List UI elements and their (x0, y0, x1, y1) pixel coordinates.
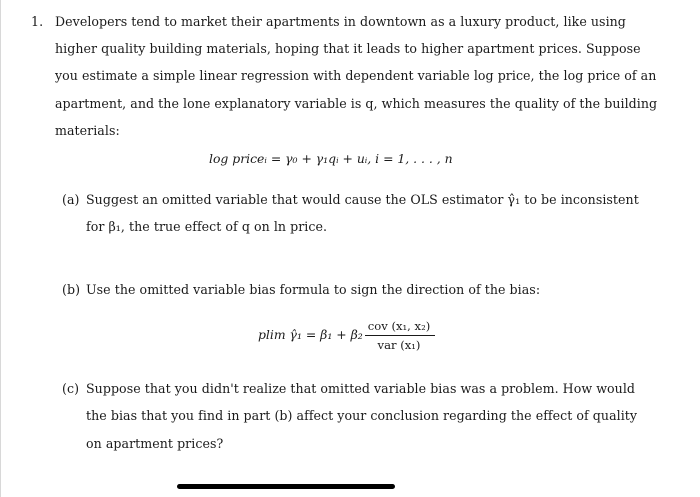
part-b-label: (b) (62, 282, 81, 297)
ovb-formula-numerator: cov (x₁, x₂) (367, 319, 431, 333)
ovb-formula-denominator: var (x₁) (377, 338, 421, 352)
ovb-formula-lhs: plim γ̂₁ = β₁ + β₂ (258, 327, 363, 342)
part-c-line-2: the bias that you find in part (b) affect your conclusion regarding the effect of quality (86, 408, 638, 423)
intro-line-5: materials: (55, 123, 120, 138)
part-a-line-2: for β₁, the true effect of q on ln price. (86, 219, 328, 234)
intro-line-4: apartment, and the lone explanatory variable is q, which measures the quality of the building (55, 96, 658, 111)
fraction-bar (365, 335, 435, 336)
question-number: 1. (31, 14, 44, 29)
intro-line-3: you estimate a simple linear regression with dependent variable log price, the log price of an (55, 68, 657, 83)
part-a-line-1: Suggest an omitted variable that would cause the OLS estimator γ̂₁ to be inconsistent (86, 192, 639, 207)
part-a-label: (a) (62, 192, 80, 207)
part-b-line: Use the omitted variable bias formula to sign the direction of the bias: (86, 282, 541, 297)
part-c-line-1: Suppose that you didn't realize that omitted variable bias was a problem. How would (86, 381, 636, 396)
model-equation: log priceᵢ = γ₀ + γ₁qᵢ + uᵢ, i = 1, . . . , n (209, 151, 453, 166)
intro-line-2: higher quality building materials, hoping that it leads to higher apartment prices. Suppose (55, 41, 641, 56)
part-c-line-3: on apartment prices? (86, 436, 224, 451)
home-indicator-bar[interactable] (177, 484, 395, 489)
part-c-label: (c) (62, 381, 80, 396)
intro-line-1: Developers tend to market their apartments in downtown as a luxury product, like using (55, 14, 626, 29)
